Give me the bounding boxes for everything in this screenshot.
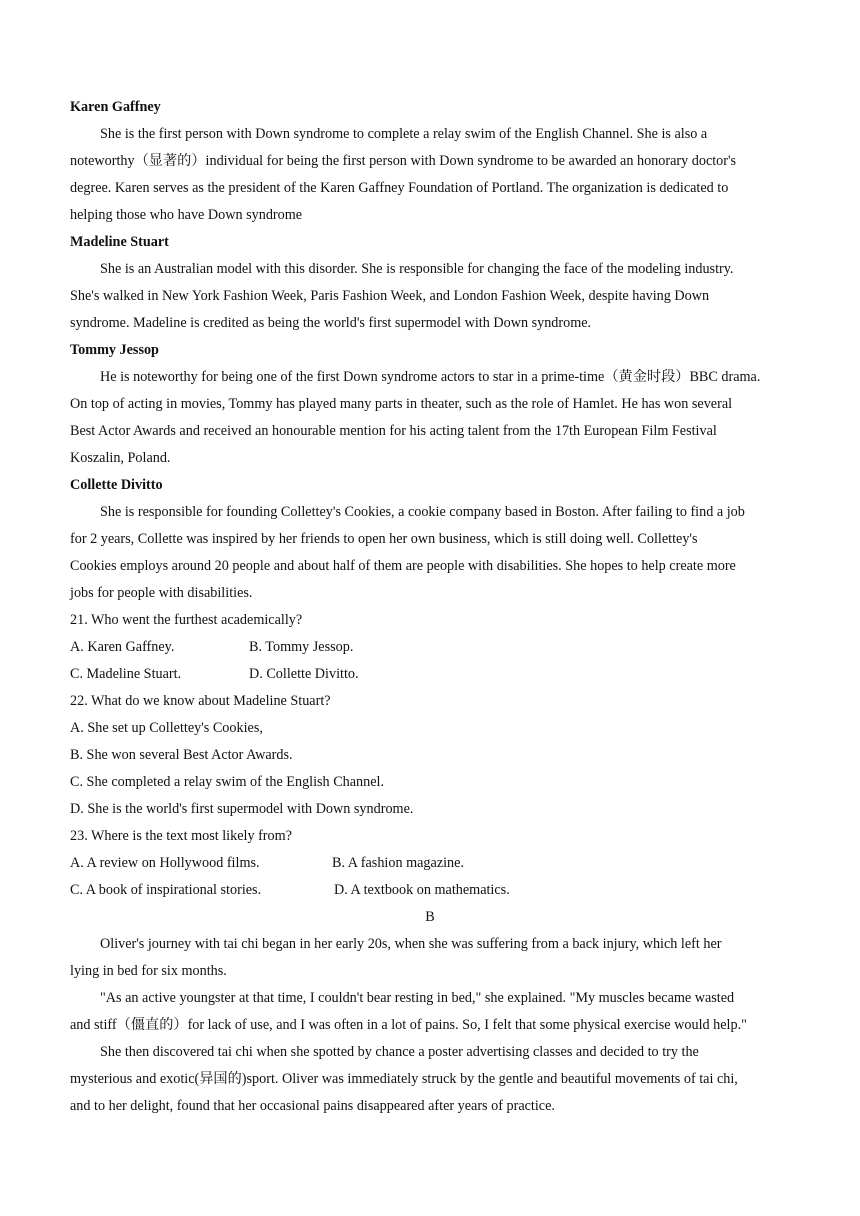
paragraph-line: mysterious and exotic(异国的)sport. Oliver was immediately struck by the gentle and beautiful movements of tai chi, bbox=[70, 1071, 738, 1087]
paragraph-line: Koszalin, Poland. bbox=[70, 450, 171, 466]
question-21-options-row-1 bbox=[70, 634, 354, 661]
question-23-options-row-1 bbox=[70, 850, 464, 877]
paragraph-line: Cookies employs around 20 people and about half of them are people with disabilities. She hopes to help create more bbox=[70, 558, 736, 574]
option-22-d: D. She is the world's first supermodel with Down syndrome. bbox=[70, 801, 414, 817]
question-23-options-row-2 bbox=[70, 877, 510, 904]
paragraph-line: jobs for people with disabilities. bbox=[70, 585, 253, 601]
paragraph-line: lying in bed for six months. bbox=[70, 963, 227, 979]
passage-b-heading: B bbox=[425, 909, 435, 925]
paragraph-line: and stiff（僵直的）for lack of use, and I was often in a lot of pains. So, I felt that some physical exercise would help." bbox=[70, 1017, 747, 1033]
option-21-d: D. Collette Divitto. bbox=[249, 666, 359, 682]
paragraph-line: On top of acting in movies, Tommy has played many parts in theater, such as the role of Hamlet. He has won several bbox=[70, 396, 733, 412]
section-heading-madeline: Madeline Stuart bbox=[70, 234, 169, 250]
paragraph-line: "As an active youngster at that time, I couldn't bear resting in bed," she explained. "My muscles became wasted bbox=[100, 990, 735, 1006]
paragraph-line: She is an Australian model with this disorder. She is responsible for changing the face of the modeling industry. bbox=[100, 261, 734, 277]
option-22-c: C. She completed a relay swim of the English Channel. bbox=[70, 774, 385, 790]
paragraph-line: helping those who have Down syndrome bbox=[70, 207, 303, 223]
paragraph-line: She is the first person with Down syndrome to complete a relay swim of the English Channel. She is also a bbox=[100, 126, 708, 142]
paragraph-line: degree. Karen serves as the president of the Karen Gaffney Foundation of Portland. The organization is dedicated to bbox=[70, 180, 729, 196]
paragraph-line: syndrome. Madeline is credited as being the world's first supermodel with Down syndrome. bbox=[70, 315, 592, 331]
option-23-b: B. A fashion magazine. bbox=[332, 855, 464, 871]
option-22-a: A. She set up Collettey's Cookies, bbox=[70, 720, 263, 736]
question-21-stem: 21. Who went the furthest academically? bbox=[70, 612, 303, 628]
question-21-options-row-2 bbox=[70, 661, 359, 688]
option-21-a: A. Karen Gaffney. bbox=[70, 639, 175, 655]
paragraph-line: She then discovered tai chi when she spotted by chance a poster advertising classes and decided to try the bbox=[100, 1044, 699, 1060]
section-heading-collette: Collette Divitto bbox=[70, 477, 163, 493]
option-23-a: A. A review on Hollywood films. bbox=[70, 855, 260, 871]
section-heading-tommy: Tommy Jessop bbox=[70, 342, 159, 358]
paragraph-line: noteworthy（显著的）individual for being the first person with Down syndrome to be awarded an honorary doctor's bbox=[70, 153, 737, 169]
option-23-c: C. A book of inspirational stories. bbox=[70, 882, 262, 898]
question-22-stem: 22. What do we know about Madeline Stuart? bbox=[70, 693, 331, 709]
paragraph-line: for 2 years, Collette was inspired by her friends to open her own business, which is still doing well. Collettey's bbox=[70, 531, 698, 547]
paragraph-line: and to her delight, found that her occasional pains disappeared after years of practice. bbox=[70, 1098, 555, 1114]
section-heading-karen: Karen Gaffney bbox=[70, 99, 161, 115]
paragraph-line: She is responsible for founding Collettey's Cookies, a cookie company based in Boston. After failing to find a job bbox=[100, 504, 745, 520]
option-21-b: B. Tommy Jessop. bbox=[249, 639, 354, 655]
paragraph-line: He is noteworthy for being one of the first Down syndrome actors to star in a prime-time（黄金时段）BBC drama. bbox=[100, 369, 761, 385]
paragraph-line: Oliver's journey with tai chi began in her early 20s, when she was suffering from a back injury, which left her bbox=[100, 936, 722, 952]
question-23-stem: 23. Where is the text most likely from? bbox=[70, 828, 292, 844]
option-23-d: D. A textbook on mathematics. bbox=[334, 882, 510, 898]
paragraph-line: She's walked in New York Fashion Week, Paris Fashion Week, and London Fashion Week, despite having Down bbox=[70, 288, 710, 304]
option-22-b: B. She won several Best Actor Awards. bbox=[70, 747, 293, 763]
paragraph-line: Best Actor Awards and received an honourable mention for his acting talent from the 17th European Film Festival bbox=[70, 423, 717, 439]
option-21-c: C. Madeline Stuart. bbox=[70, 666, 182, 682]
